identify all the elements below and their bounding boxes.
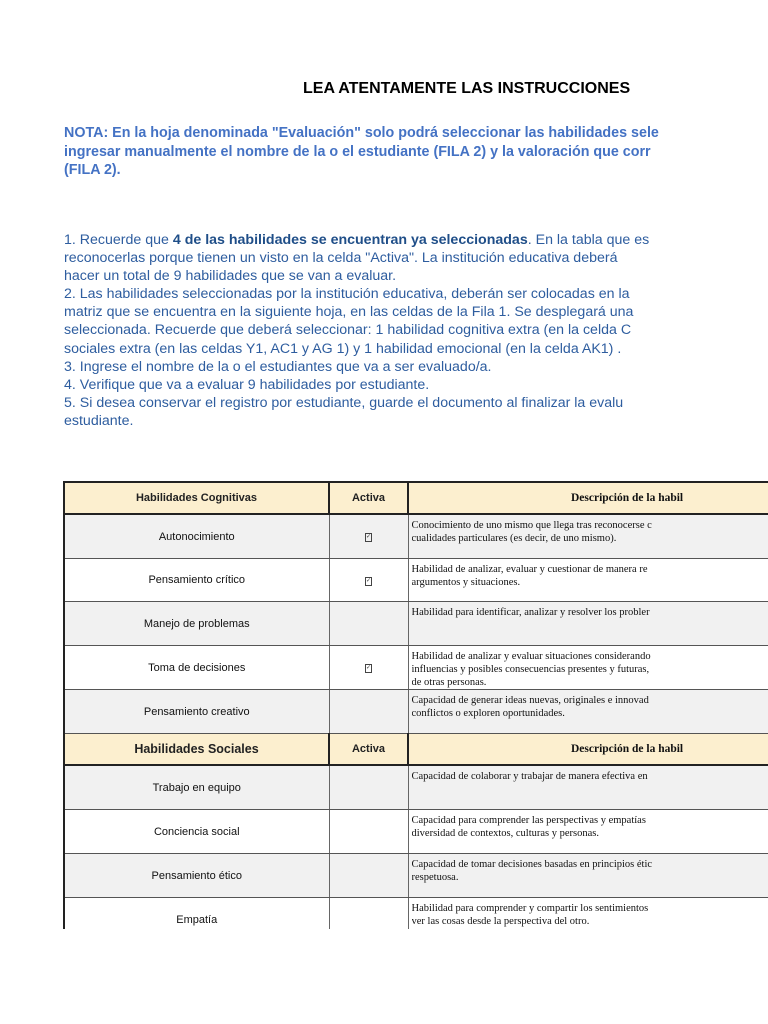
instruction-line: estudiante. bbox=[64, 412, 134, 429]
check-icon: ✓ bbox=[366, 577, 372, 584]
skill-row bbox=[64, 690, 768, 734]
header-description-cell: Descripción de la habil bbox=[408, 734, 768, 766]
check-icon: ✓ bbox=[366, 665, 372, 671]
skill-row bbox=[64, 514, 768, 559]
skill-row bbox=[64, 854, 768, 898]
instruction-line: 4. Verifique que va a evaluar 9 habilidades por estudiante. bbox=[64, 376, 430, 393]
skill-name-cell: Toma de decisiones bbox=[64, 646, 329, 690]
description-cell bbox=[408, 765, 768, 810]
header-description-cell: Descripción de la habil bbox=[408, 482, 768, 514]
note-line: ingresar manualmente el nombre de la o el estudiante (FILA 2) y la valoración que corr bbox=[64, 143, 651, 160]
instruction-text: 1. Recuerde que bbox=[64, 232, 173, 248]
skill-row bbox=[64, 646, 768, 690]
instruction-line: reconocerlas porque tienen un visto en la celda "Activa". La institución educativa deberá bbox=[64, 250, 618, 267]
skills-table bbox=[63, 481, 768, 929]
skill-name-cell: Empatía bbox=[64, 898, 329, 930]
description-line: diversidad de contextos, culturas y personas. bbox=[411, 828, 599, 839]
active-cell[interactable] bbox=[329, 898, 408, 930]
description-line: Capacidad de colaborar y trabajar de manera efectiva en bbox=[411, 771, 648, 782]
skill-name-cell: Manejo de problemas bbox=[64, 602, 329, 646]
instruction-line: hacer un total de 9 habilidades que se van a evaluar. bbox=[64, 268, 397, 285]
instruction-line: matriz que se encuentra en la siguiente hoja, en las celdas de la Fila 1. Se desplegará una bbox=[64, 304, 634, 321]
description-cell bbox=[408, 602, 768, 646]
skill-row bbox=[64, 898, 768, 930]
description-cell bbox=[408, 898, 768, 930]
description-line: respetuosa. bbox=[411, 872, 459, 883]
active-cell[interactable] bbox=[329, 602, 408, 646]
active-cell[interactable] bbox=[329, 514, 408, 559]
skills-table-wrapper bbox=[63, 481, 768, 929]
active-cell[interactable] bbox=[329, 646, 408, 690]
skill-row bbox=[64, 559, 768, 602]
instructions-block bbox=[64, 231, 690, 430]
description-line: conflictos o exploren oportunidades. bbox=[411, 708, 565, 719]
description-cell bbox=[408, 854, 768, 898]
description-cell bbox=[408, 690, 768, 734]
skill-row bbox=[64, 810, 768, 854]
description-line: cualidades particulares (es decir, de uno mismo). bbox=[411, 533, 617, 544]
active-cell[interactable] bbox=[329, 765, 408, 810]
description-cell bbox=[408, 514, 768, 559]
instruction-bold-text: 4 de las habilidades se encuentran ya seleccionadas bbox=[172, 232, 528, 248]
note-block bbox=[64, 124, 690, 180]
active-cell[interactable] bbox=[329, 690, 408, 734]
description-cell bbox=[408, 810, 768, 854]
header-skill-cell: Habilidades Cognitivas bbox=[64, 482, 329, 514]
skill-name-cell: Autonocimiento bbox=[64, 514, 329, 559]
instruction-line: 3. Ingrese el nombre de la o el estudiantes que va a ser evaluado/a. bbox=[64, 358, 492, 375]
active-cell[interactable] bbox=[329, 810, 408, 854]
active-cell[interactable] bbox=[329, 854, 408, 898]
active-cell[interactable] bbox=[329, 559, 408, 602]
description-line: Habilidad de analizar, evaluar y cuestionar de manera re bbox=[411, 564, 648, 575]
skill-name-cell: Pensamiento creativo bbox=[64, 690, 329, 734]
instruction-line: 5. Si desea conservar el registro por estudiante, guarde el documento al finalizar la evalu bbox=[64, 394, 624, 411]
note-line: NOTA: En la hoja denominada "Evaluación" solo podrá seleccionar las habilidades sele bbox=[64, 125, 659, 141]
header-active-cell: Activa bbox=[329, 734, 408, 766]
description-line: influencias y posibles consecuencias presentes y futuras, bbox=[411, 664, 650, 675]
description-cell bbox=[408, 646, 768, 690]
skill-name-cell: Pensamiento crítico bbox=[64, 559, 329, 602]
description-line: Habilidad de analizar y evaluar situaciones considerando bbox=[411, 651, 651, 662]
description-line: Capacidad de generar ideas nuevas, originales e innovad bbox=[411, 695, 649, 706]
social-header-row bbox=[64, 734, 768, 766]
skill-name-cell: Trabajo en equipo bbox=[64, 765, 329, 810]
header-active-cell: Activa bbox=[329, 482, 408, 514]
description-line: de otras personas. bbox=[411, 677, 487, 688]
cognitive-header-row bbox=[64, 482, 768, 514]
instruction-text: . En la tabla que es bbox=[527, 232, 650, 248]
skill-name-cell: Pensamiento ético bbox=[64, 854, 329, 898]
description-cell bbox=[408, 559, 768, 602]
description-line: Habilidad para identificar, analizar y resolver los probler bbox=[411, 607, 650, 618]
description-line: Conocimiento de uno mismo que llega tras reconocerse c bbox=[411, 520, 652, 531]
skill-row bbox=[64, 765, 768, 810]
description-line: ver las cosas desde la perspectiva del otro. bbox=[411, 916, 590, 927]
check-icon: ✓ bbox=[366, 534, 372, 540]
description-line: Capacidad para comprender las perspectivas y empatías bbox=[411, 815, 646, 826]
skill-name-cell: Conciencia social bbox=[64, 810, 329, 854]
page-title: LEA ATENTAMENTE LAS INSTRUCCIONES bbox=[303, 80, 631, 97]
instruction-line bbox=[64, 231, 690, 249]
description-line: Capacidad de tomar decisiones basadas en principios étic bbox=[411, 859, 653, 870]
instruction-line: 2. Las habilidades seleccionadas por la institución educativa, deberán ser colocadas en la bbox=[64, 286, 630, 303]
description-line: Habilidad para comprender y compartir los sentimientos bbox=[411, 903, 649, 914]
note-line: (FILA 2). bbox=[64, 162, 121, 178]
header-skill-cell: Habilidades Sociales bbox=[64, 734, 329, 766]
instruction-line: seleccionada. Recuerde que deberá seleccionar: 1 habilidad cognitiva extra (en la celda C bbox=[64, 322, 632, 339]
skill-row bbox=[64, 602, 768, 646]
instruction-line: sociales extra (en las celdas Y1, AC1 y AG 1) y 1 habilidad emocional (en la celda AK1) . bbox=[64, 340, 622, 357]
description-line: argumentos y situaciones. bbox=[411, 577, 521, 588]
